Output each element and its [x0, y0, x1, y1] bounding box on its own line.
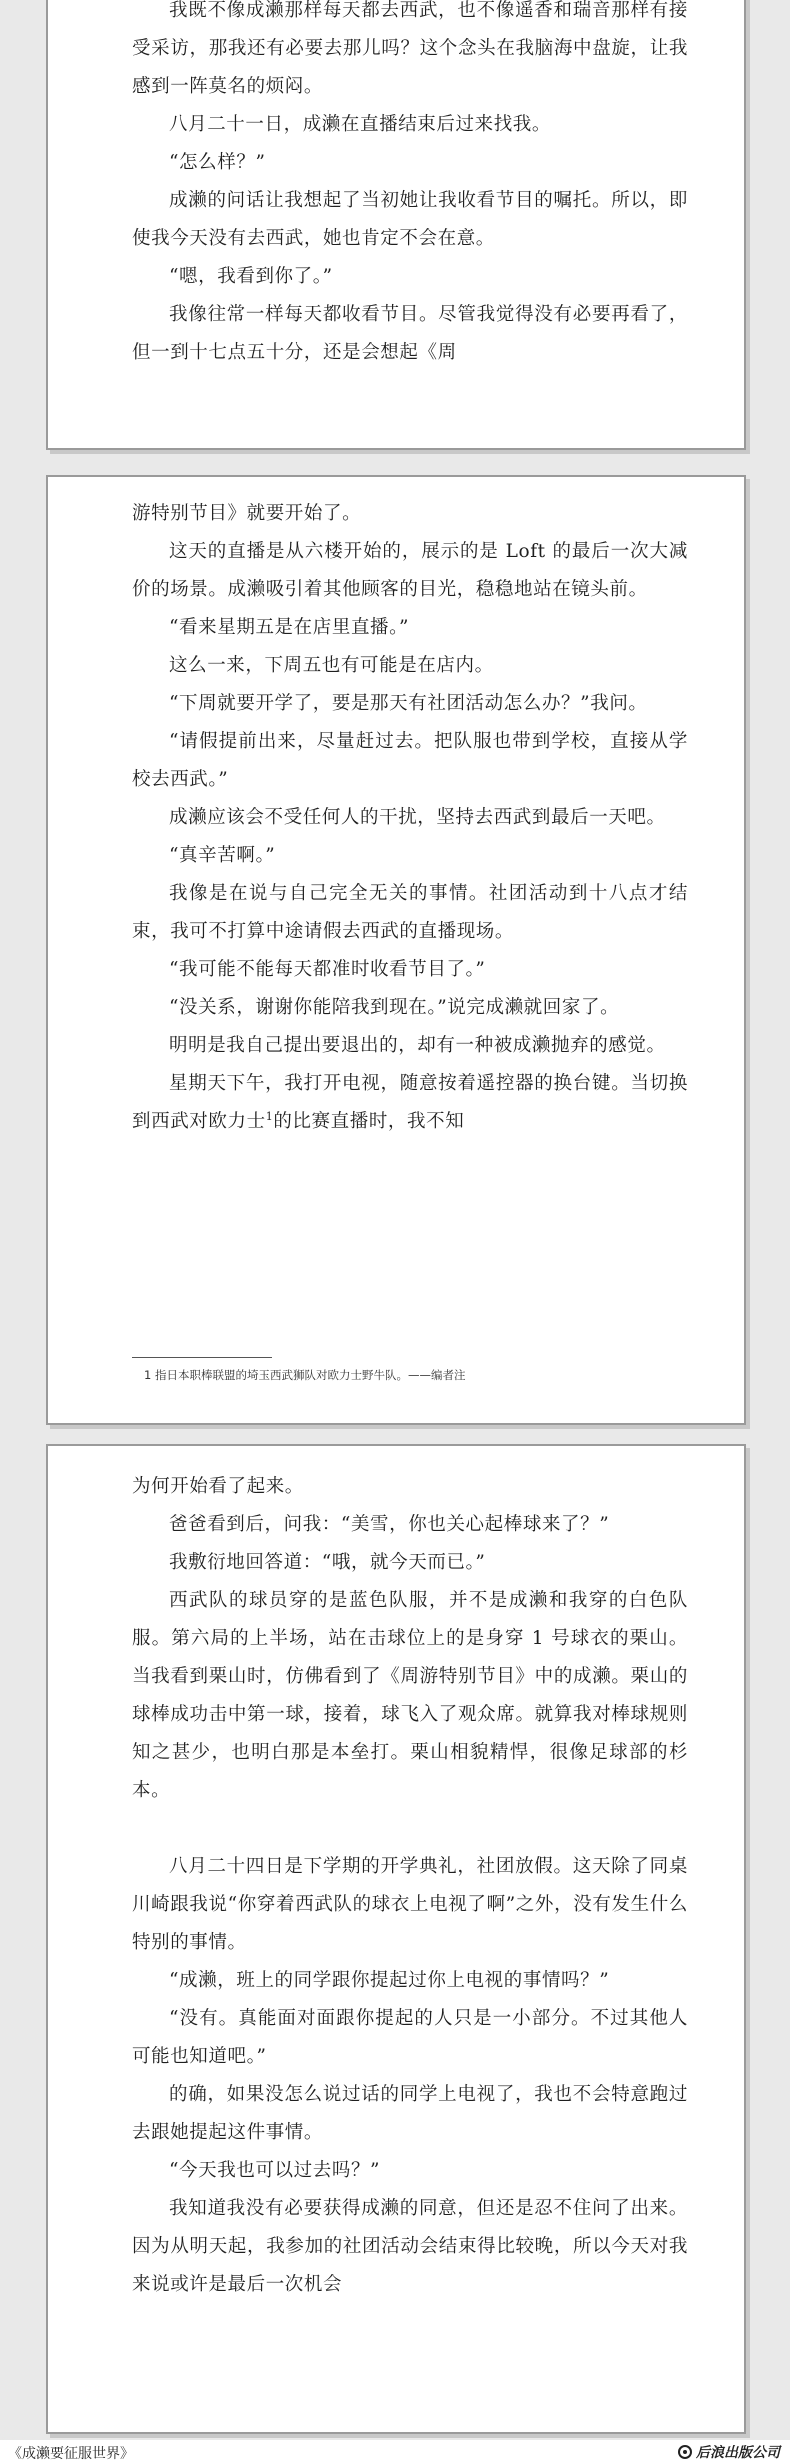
book-page-1	[46, 0, 746, 450]
book-title: 《成濑要征服世界》	[8, 2446, 134, 2462]
paragraph: 我敷衍地回答道：“哦，就今天而已。”	[169, 1552, 486, 1573]
paragraph-text: 星期天下午，我打开电视，随意按着遥控器的换台键。当切换到西武对欧力士	[132, 1073, 688, 1132]
page-3-text	[132, 1468, 688, 2304]
paragraph: 爸爸看到后，问我：“美雪，你也关心起棒球来了？”	[169, 1514, 610, 1535]
paragraph: 明明是我自己提出要退出的，却有一种被成濑抛弃的感觉。	[169, 1035, 666, 1056]
paragraph: 我知道我没有必要获得成濑的同意，但还是忍不住问了出来。因为从明天起，我参加的社团活动会结束得比较晚，所以今天对我来说或许是最后一次机会	[132, 2198, 688, 2295]
publisher-logo-icon	[678, 2445, 692, 2459]
footer-bar	[0, 2440, 790, 2464]
paragraph: 游特别节目》就要开始了。	[132, 503, 362, 524]
book-page-3	[46, 1444, 746, 2434]
paragraph: 我像往常一样每天都收看节目。尽管我觉得没有必要再看了，但一到十七点五十分，还是会想起《周	[132, 304, 688, 363]
paragraph: 这么一来，下周五也有可能是在店内。	[169, 655, 494, 676]
paragraph-text: 的比赛直播时，我不知	[273, 1111, 465, 1132]
paragraph: 西武队的球员穿的是蓝色队服，并不是成濑和我穿的白色队服。第六局的上半场，站在击球位上的是身穿 1 号球衣的栗山。当我看到栗山时，仿佛看到了《周游特别节目》中的成濑。栗山的球棒成功击中第一球，接着，球飞入了观众席。就算我对棒球规则知之甚少，也明白那是本垒打。栗山相貌精悍，很像足球部的杉本。	[132, 1590, 688, 1801]
footnote-divider	[132, 1357, 272, 1358]
paragraph: 成濑的问话让我想起了当初她让我收看节目的嘱托。所以，即使我今天没有去西武，她也肯定不会在意。	[132, 190, 688, 249]
publisher-credit	[678, 2442, 780, 2462]
paragraph: 这天的直播是从六楼开始的，展示的是 Loft 的最后一次大减价的场景。成濑吸引着其他顾客的目光，稳稳地站在镜头前。	[132, 541, 688, 600]
footnote-marker: 1	[265, 1109, 274, 1123]
paragraph: 的确，如果没怎么说过话的同学上电视了，我也不会特意跑过去跟她提起这件事情。	[132, 2084, 688, 2143]
paragraph: 我像是在说与自己完全无关的事情。社团活动到十八点才结束，我可不打算中途请假去西武的直播现场。	[132, 883, 688, 942]
paragraph: 成濑应该会不受任何人的干扰，坚持去西武到最后一天吧。	[169, 807, 666, 828]
publisher-name: 后浪出版公司	[696, 2445, 780, 2461]
footnote: 1 指日本职棒联盟的埼玉西武狮队对欧力士野牛队。——编者注	[144, 1368, 466, 1382]
paragraph-with-footnote	[132, 1065, 688, 1141]
paragraph: 为何开始看了起来。	[132, 1476, 304, 1497]
paragraph: 我既不像成濑那样每天都去西武，也不像遥香和瑞音那样有接受采访，那我还有必要去那儿吗？这个念头在我脑海中盘旋，让我感到一阵莫名的烦闷。	[132, 0, 688, 97]
paragraph: “请假提前出来，尽量赶过去。把队服也带到学校，直接从学校去西武。”	[132, 731, 688, 790]
paragraph: “真辛苦啊。”	[169, 845, 276, 866]
paragraph: “我可能不能每天都准时收看节目了。”	[169, 959, 486, 980]
paragraph: “下周就要开学了，要是那天有社团活动怎么办？”我问。	[169, 693, 648, 714]
book-page-2	[46, 475, 746, 1425]
paragraph: 八月二十四日是下学期的开学典礼，社团放假。这天除了同桌川崎跟我说“你穿着西武队的球衣上电视了啊”之外，没有发生什么特别的事情。	[132, 1856, 688, 1953]
paragraph: “看来星期五是在店里直播。”	[169, 617, 410, 638]
page-1-text	[132, 0, 688, 372]
paragraph: “怎么样？”	[169, 152, 266, 173]
paragraph: 八月二十一日，成濑在直播结束后过来找我。	[169, 114, 552, 135]
page-2-text	[132, 495, 688, 1141]
paragraph: “没关系，谢谢你能陪我到现在。”说完成濑就回家了。	[169, 997, 620, 1018]
paragraph: “嗯，我看到你了。”	[169, 266, 333, 287]
paragraph: “成濑，班上的同学跟你提起过你上电视的事情吗？”	[169, 1970, 610, 1991]
paragraph: “今天我也可以过去吗？”	[169, 2160, 381, 2181]
paragraph: “没有。真能面对面跟你提起的人只是一小部分。不过其他人可能也知道吧。”	[132, 2008, 688, 2067]
